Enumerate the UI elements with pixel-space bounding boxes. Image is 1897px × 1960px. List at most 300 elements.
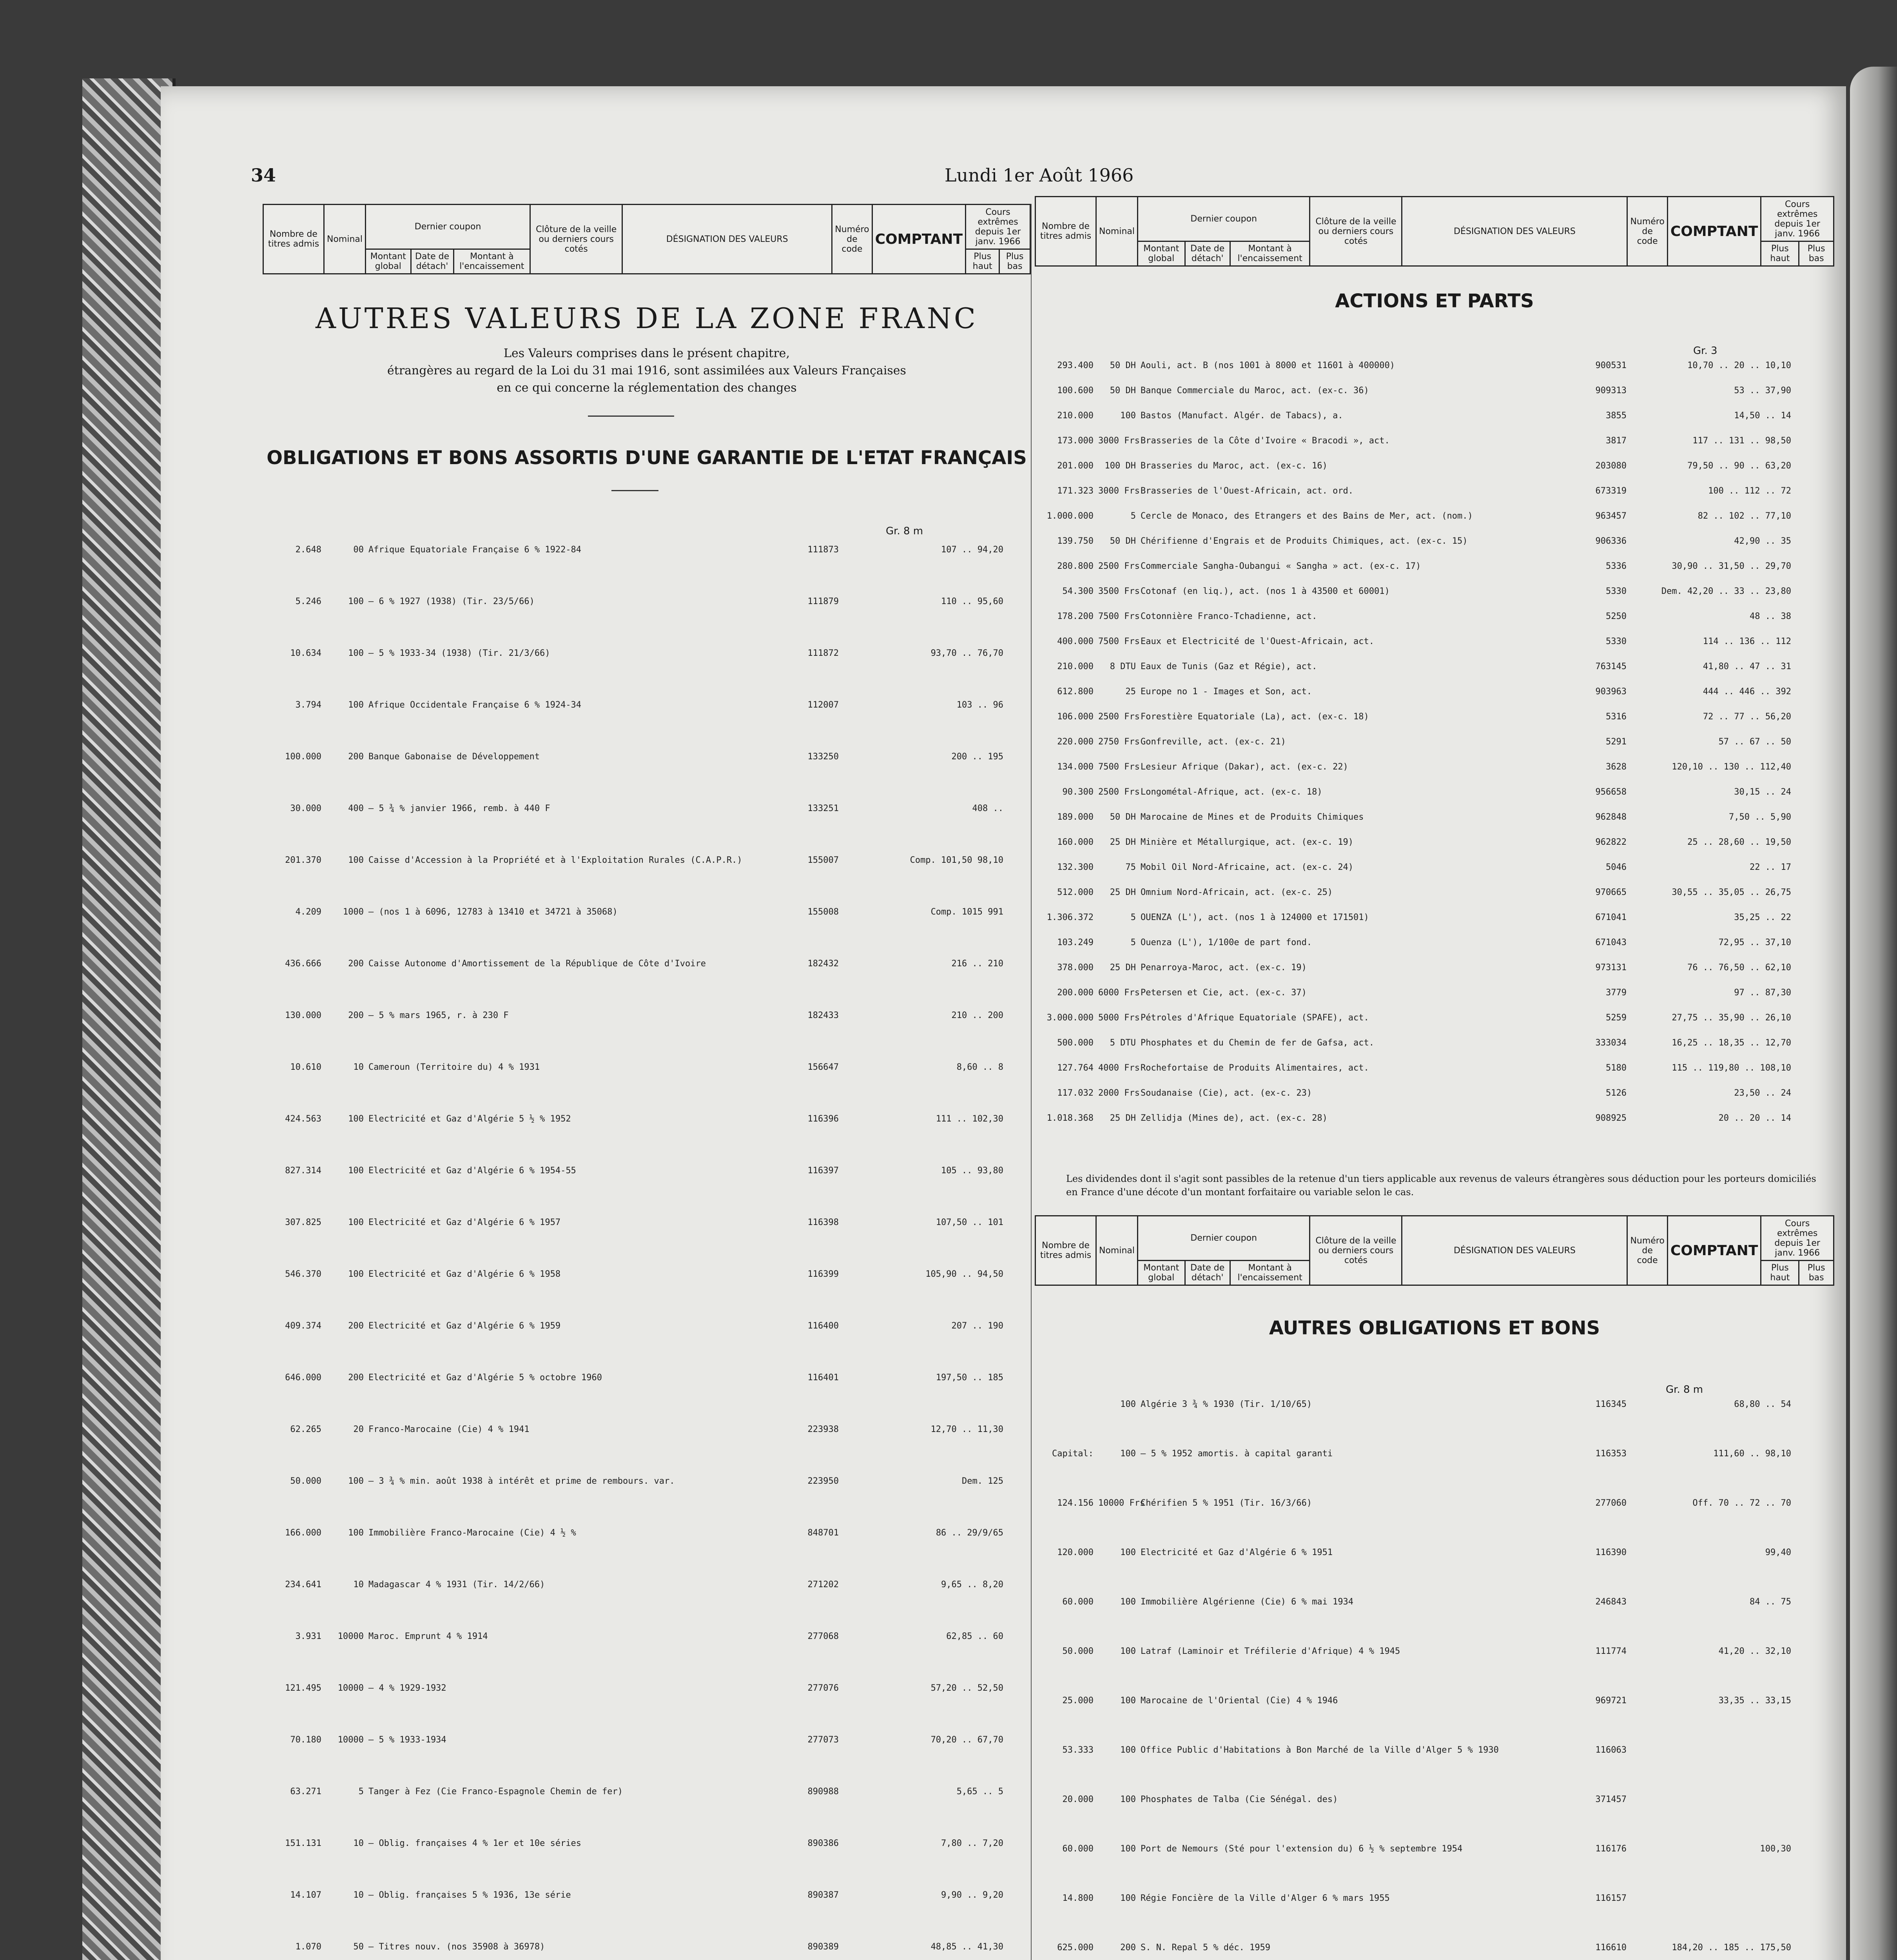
quoted-prices: 72,95 .. 37,10 — [1718, 938, 1791, 947]
quoted-prices: 107 .. 94,20 — [941, 545, 1003, 555]
quoted-prices: Dem. 42,20 .. 33 .. 23,80 — [1661, 586, 1791, 596]
titres-count: 134.000 — [1057, 762, 1094, 772]
security-code: 116390 — [1595, 1548, 1627, 1557]
security-designation: Mobil Oil Nord-Africaine, act. (ex-c. 24) — [1141, 862, 1354, 872]
nominal-value: 5000 Frs — [1098, 1013, 1140, 1023]
security-designation: — 4 % 1929-1932 — [368, 1683, 446, 1693]
security-designation: Phosphates et du Chemin de fer de Gafsa, act. — [1141, 1038, 1375, 1048]
security-code: 5250 — [1606, 612, 1627, 621]
security-designation: S. N. Repal 5 % déc. 1959 — [1141, 1943, 1271, 1953]
listing-row — [1035, 357, 1834, 375]
nominal-value: 200 — [348, 1011, 364, 1020]
nominal-value: 100 — [348, 1528, 364, 1538]
titres-count: 90.300 — [1062, 787, 1094, 797]
quoted-prices: 25 .. 28,60 .. 19,50 — [1687, 837, 1791, 847]
security-code: 3628 — [1606, 762, 1627, 772]
left-column-header — [263, 204, 1031, 274]
security-code: 963457 — [1595, 511, 1627, 521]
security-designation: Gonfreville, act. (ex-c. 21) — [1141, 737, 1286, 747]
security-designation: Marocaine de l'Oriental (Cie) 4 % 1946 — [1141, 1696, 1338, 1706]
group-label: Gr. 3 — [1693, 345, 1717, 357]
security-designation: Penarroya-Maroc, act. (ex-c. 19) — [1141, 963, 1307, 973]
titres-count: 100.600 — [1057, 386, 1094, 396]
nominal-value: 8 DTU — [1110, 662, 1136, 671]
titres-count: 14.107 — [290, 1890, 321, 1900]
nominal-value: 2500 Frs — [1098, 561, 1140, 571]
security-code: 116176 — [1595, 1844, 1627, 1854]
security-designation: Banque Commerciale du Maroc, act. (ex-c. 36) — [1141, 386, 1369, 396]
titres-count: 646.000 — [285, 1373, 321, 1383]
security-designation: Cotonnière Franco-Tchadienne, act. — [1141, 612, 1317, 621]
nominal-value: 25 DH — [1110, 1113, 1136, 1123]
titres-count: 103.249 — [1057, 938, 1094, 947]
quoted-prices: 207 .. 190 — [951, 1321, 1003, 1331]
listing-row — [1035, 934, 1834, 952]
security-code: 223950 — [807, 1476, 839, 1486]
security-code: 5259 — [1606, 1013, 1627, 1023]
quoted-prices: 97 .. 87,30 — [1734, 988, 1791, 998]
listing-row — [263, 1058, 1031, 1076]
quoted-prices: 408 .. — [972, 804, 1003, 813]
dividend-footnote: Les dividendes dont il s'agit sont passibles de la retenue d'un tiers applicable aux revenus de valeurs étrangères sous déduction pour les porteurs domiciliés en France d'une décote d'un montant forfaitaire ou variable selon le cas. — [1066, 1173, 1816, 1198]
page-number: 34 — [251, 165, 276, 186]
titres-count: 50.000 — [1062, 1646, 1094, 1656]
security-code: 962822 — [1595, 837, 1627, 847]
nominal-value: 10 — [353, 1580, 364, 1590]
titres-count: 132.300 — [1057, 862, 1094, 872]
listing-row — [1035, 1396, 1834, 1414]
col-comptant: COMPTANT — [1667, 1216, 1761, 1285]
security-designation: Caisse d'Accession à la Propriété et à l'Exploitation Rurales (C.A.P.R.) — [368, 855, 742, 865]
security-code: 5180 — [1606, 1063, 1627, 1073]
quoted-prices: 41,80 .. 47 .. 31 — [1703, 662, 1791, 671]
listing-row — [1035, 382, 1834, 400]
quoted-prices: 27,75 .. 35,90 .. 26,10 — [1672, 1013, 1791, 1023]
col-nominal: Nominal — [1096, 197, 1138, 266]
quoted-prices: 86 .. 29/9/65 — [936, 1528, 1003, 1538]
quoted-prices: 42,90 .. 35 — [1734, 536, 1791, 546]
nominal-value: 100 — [348, 1218, 364, 1227]
col-dernier-coupon: Dernier coupon — [366, 205, 530, 249]
titres-count: 130.000 — [285, 1011, 321, 1020]
next-page-edge — [1850, 67, 1897, 1960]
nominal-value: 100 — [348, 1269, 364, 1279]
listing-row — [263, 644, 1031, 662]
quoted-prices: Comp. 1015 991 — [930, 907, 1003, 917]
listing-row — [1035, 407, 1834, 425]
security-designation: Algérie 3 ¾ % 1930 (Tir. 1/10/65) — [1141, 1399, 1312, 1409]
quoted-prices: 111,60 .. 98,10 — [1713, 1449, 1791, 1459]
security-designation: Electricité et Gaz d'Algérie 6 % 1954-55 — [368, 1166, 576, 1176]
listing-row — [263, 800, 1031, 818]
listing-row — [263, 1317, 1031, 1335]
listing-row — [263, 1524, 1031, 1542]
nominal-value: 400 — [348, 804, 364, 813]
listing-row — [1035, 1791, 1834, 1809]
quoted-prices: 68,80 .. 54 — [1734, 1399, 1791, 1409]
listing-row — [263, 1007, 1031, 1025]
titres-count: 625.000 — [1057, 1943, 1094, 1953]
listing-row — [263, 1886, 1031, 1904]
listing-row — [263, 1265, 1031, 1283]
titres-count: 14.800 — [1062, 1893, 1094, 1903]
security-code: 116063 — [1595, 1745, 1627, 1755]
nominal-value: 100 — [1120, 1548, 1136, 1557]
listing-row — [263, 748, 1031, 766]
listing-row — [263, 851, 1031, 869]
quoted-prices: 120,10 .. 130 .. 112,40 — [1672, 762, 1791, 772]
titres-count: 500.000 — [1057, 1038, 1094, 1048]
col-cloture: Clôture de la veille ou derniers cours cotés — [1310, 1216, 1402, 1285]
col-numero-code: Numéro de code — [1627, 197, 1667, 266]
quoted-prices: 7,50 .. 5,90 — [1729, 812, 1791, 822]
nominal-value: 100 — [1120, 1844, 1136, 1854]
titres-count: 100.000 — [285, 752, 321, 762]
nominal-value: 200 — [348, 959, 364, 969]
security-code: 5046 — [1606, 862, 1627, 872]
security-designation: Electricité et Gaz d'Algérie 5 ½ % 1952 — [368, 1114, 571, 1124]
titres-count: 307.825 — [285, 1218, 321, 1227]
security-code: 116401 — [807, 1373, 839, 1383]
listing-row — [1035, 984, 1834, 1002]
quoted-prices: 35,25 .. 22 — [1734, 913, 1791, 922]
security-code: 116610 — [1595, 1943, 1627, 1953]
nominal-value: 100 — [1120, 1745, 1136, 1755]
nominal-value: 50 — [353, 1942, 364, 1952]
security-code: 903963 — [1595, 687, 1627, 697]
quoted-prices: 48,85 .. 41,30 — [930, 1942, 1003, 1952]
security-designation: Brasseries du Maroc, act. (ex-c. 16) — [1141, 461, 1328, 471]
quoted-prices: 111 .. 102,30 — [936, 1114, 1003, 1124]
quoted-prices: 184,20 .. 185 .. 175,50 — [1672, 1943, 1791, 1953]
listing-row — [1035, 457, 1834, 475]
security-code: 111872 — [807, 648, 839, 658]
security-designation: Eaux de Tunis (Gaz et Régie), act. — [1141, 662, 1317, 671]
security-designation: Forestière Equatoriale (La), act. (ex-c. 18) — [1141, 712, 1369, 722]
nominal-value: 100 — [348, 597, 364, 606]
quoted-prices: 12,70 .. 11,30 — [930, 1425, 1003, 1434]
security-code: 111774 — [1595, 1646, 1627, 1656]
quoted-prices: Comp. 101,50 98,10 — [910, 855, 1003, 865]
nominal-value: 100 — [1120, 1399, 1136, 1409]
quoted-prices: 76 .. 76,50 .. 62,10 — [1687, 963, 1791, 973]
listing-row — [1035, 783, 1834, 801]
listing-row — [1035, 858, 1834, 877]
security-code: 890386 — [807, 1838, 839, 1848]
security-code: 277076 — [807, 1683, 839, 1693]
col-plus-haut: Plus haut — [966, 249, 999, 274]
titres-count: 10.634 — [290, 648, 321, 658]
nominal-value: 2750 Frs — [1098, 737, 1140, 747]
security-code: 133250 — [807, 752, 839, 762]
security-code: 908925 — [1595, 1113, 1627, 1123]
titres-count: 210.000 — [1057, 662, 1094, 671]
security-code: 271202 — [807, 1580, 839, 1590]
security-code: 116397 — [807, 1166, 839, 1176]
col-cloture: Clôture de la veille ou derniers cours cotés — [530, 205, 622, 274]
security-code: 116399 — [807, 1269, 839, 1279]
nominal-value: 200 — [348, 1373, 364, 1383]
titres-count: 139.750 — [1057, 536, 1094, 546]
titres-count: 400.000 — [1057, 637, 1094, 646]
titres-count: 201.000 — [1057, 461, 1094, 471]
titres-count: 63.271 — [290, 1787, 321, 1797]
security-code: 671041 — [1595, 913, 1627, 922]
security-designation: — Oblig. françaises 5 % 1936, 13e série — [368, 1890, 571, 1900]
left-listing — [263, 541, 1031, 1960]
security-code: 900531 — [1595, 361, 1627, 370]
nominal-value: 100 — [348, 1114, 364, 1124]
quoted-prices: 48 .. 38 — [1750, 612, 1791, 621]
security-designation: — (nos 1 à 6096, 12783 à 13410 et 34721 à 35068) — [368, 907, 618, 917]
page-date: Lundi 1er Août 1966 — [945, 165, 1134, 186]
security-code: 848701 — [807, 1528, 839, 1538]
quoted-prices: Off. 70 .. 72 .. 70 — [1692, 1498, 1791, 1508]
security-designation: Office Public d'Habitations à Bon Marché de la Ville d'Alger 5 % 1930 — [1141, 1745, 1499, 1755]
quoted-prices: 107,50 .. 101 — [936, 1218, 1003, 1227]
security-designation: Tanger à Fez (Cie Franco-Espagnole Chemin de fer) — [368, 1787, 623, 1797]
security-designation: — 5 % 1952 amortis. à capital garanti — [1141, 1449, 1333, 1459]
nominal-value: 25 DH — [1110, 837, 1136, 847]
listing-row — [263, 1110, 1031, 1128]
security-code: 970665 — [1595, 887, 1627, 897]
listing-row — [1035, 1009, 1834, 1027]
security-code: 333034 — [1595, 1038, 1627, 1048]
listing-row — [1035, 1593, 1834, 1611]
quoted-prices: 8,60 .. 8 — [956, 1062, 1003, 1072]
security-designation: Chérifienne d'Engrais et de Produits Chimiques, act. (ex-c. 15) — [1141, 536, 1468, 546]
security-code: 763145 — [1595, 662, 1627, 671]
titres-count: 127.764 — [1057, 1063, 1094, 1073]
nominal-value: 50 DH — [1110, 536, 1136, 546]
quoted-prices: 115 .. 119,80 .. 108,10 — [1672, 1063, 1791, 1073]
listing-row — [1035, 683, 1834, 701]
listing-row — [263, 1421, 1031, 1439]
col-montant-encaissement: Montant à l'encaissement — [1230, 1261, 1310, 1285]
titres-count: 3.931 — [295, 1632, 321, 1641]
col-numero-code: Numéro de code — [1627, 1216, 1667, 1285]
left-section-title: OBLIGATIONS ET BONS ASSORTIS D'UNE GARANTIE DE L'ETAT FRANÇAIS — [267, 447, 1027, 469]
listing-row — [1035, 884, 1834, 902]
security-designation: Afrique Equatoriale Française 6 % 1922-84 — [368, 545, 582, 555]
titres-count: 1.018.368 — [1046, 1113, 1094, 1123]
nominal-value: 2500 Frs — [1098, 787, 1140, 797]
titres-count: 189.000 — [1057, 812, 1094, 822]
quoted-prices: 7,80 .. 7,20 — [941, 1838, 1003, 1848]
listing-row — [1035, 708, 1834, 726]
listing-row — [263, 696, 1031, 714]
nominal-value: 50 DH — [1110, 361, 1136, 370]
listing-row — [1035, 1059, 1834, 1077]
titres-count: 30.000 — [290, 804, 321, 813]
security-designation: Soudanaise (Cie), act. (ex-c. 23) — [1141, 1088, 1312, 1098]
nominal-value: 100 — [348, 1166, 364, 1176]
col-designation: DÉSIGNATION DES VALEURS — [1402, 197, 1627, 266]
nominal-value: 00 — [353, 545, 364, 555]
col-comptant: COMPTANT — [872, 205, 966, 274]
quoted-prices: 444 .. 446 .. 392 — [1703, 687, 1791, 697]
titres-count: 280.800 — [1057, 561, 1094, 571]
subtitle-line: en ce qui concerne la réglementation des changes — [497, 381, 797, 395]
titres-count: 234.641 — [285, 1580, 321, 1590]
security-code: 112007 — [807, 700, 839, 710]
security-designation: — Titres nouv. (nos 35908 à 36978) — [368, 1942, 545, 1952]
listing-row — [263, 955, 1031, 973]
nominal-value: 6000 Frs — [1098, 988, 1140, 998]
security-code: 371457 — [1595, 1795, 1627, 1804]
quoted-prices: 62,85 .. 60 — [946, 1632, 1003, 1641]
nominal-value: 200 — [1120, 1943, 1136, 1953]
security-code: 890988 — [807, 1787, 839, 1797]
nominal-value: 50 DH — [1110, 386, 1136, 396]
titres-count: 62.265 — [290, 1425, 321, 1434]
nominal-value: 100 — [1120, 1449, 1136, 1459]
security-designation: — 5 % 1933-1934 — [368, 1735, 446, 1745]
titres-count: 424.563 — [285, 1114, 321, 1124]
security-designation: Lesieur Afrique (Dakar), act. (ex-c. 22) — [1141, 762, 1348, 772]
listing-row — [1035, 658, 1834, 676]
listing-row — [1035, 733, 1834, 751]
col-date-detach: Date de détach' — [1185, 241, 1230, 266]
security-code: 3855 — [1606, 411, 1627, 421]
quoted-prices: 200 .. 195 — [951, 752, 1003, 762]
divider — [611, 490, 658, 491]
titres-count: 1.000.000 — [1046, 511, 1094, 521]
security-code: 116398 — [807, 1218, 839, 1227]
listing-row — [263, 1938, 1031, 1956]
col-plus-bas: Plus bas — [999, 249, 1030, 274]
nominal-value: 5 — [1130, 938, 1136, 947]
listing-row — [1035, 1939, 1834, 1957]
quoted-prices: 100 .. 112 .. 72 — [1708, 486, 1791, 496]
page-header — [251, 165, 1842, 188]
security-code: 182433 — [807, 1011, 839, 1020]
listing-row — [1035, 1034, 1834, 1052]
nominal-value: 200 — [348, 1321, 364, 1331]
subtitle-line: étrangères au regard de la Loi du 31 mai 1916, sont assimilées aux Valeurs Françaises — [387, 364, 906, 377]
nominal-value: 5 — [1130, 913, 1136, 922]
security-code: 277068 — [807, 1632, 839, 1641]
col-montant-encaissement: Montant à l'encaissement — [453, 249, 530, 274]
nominal-value: 10 — [353, 1890, 364, 1900]
col-plus-bas: Plus bas — [1799, 1261, 1834, 1285]
nominal-value: 200 — [348, 752, 364, 762]
security-code: 956658 — [1595, 787, 1627, 797]
listing-row — [1035, 1445, 1834, 1463]
security-code: 111879 — [807, 597, 839, 606]
listing-row — [263, 1369, 1031, 1387]
quoted-prices: 99,40 — [1765, 1548, 1791, 1557]
listing-row — [263, 541, 1031, 559]
quoted-prices: 57 .. 67 .. 50 — [1718, 737, 1791, 747]
titres-count: 200.000 — [1057, 988, 1094, 998]
nominal-value: 10 — [353, 1838, 364, 1848]
security-designation: Immobilière Franco-Marocaine (Cie) 4 ½ % — [368, 1528, 576, 1538]
quoted-prices: 117 .. 131 .. 98,50 — [1692, 436, 1791, 446]
security-designation: Brasseries de la Côte d'Ivoire « Bracodi », act. — [1141, 436, 1390, 446]
col-dernier-coupon: Dernier coupon — [1138, 1216, 1310, 1261]
nominal-value: 100 — [348, 855, 364, 865]
nominal-value: 100 — [1120, 1646, 1136, 1656]
titres-count: 5.246 — [295, 597, 321, 606]
quoted-prices: 110 .. 95,60 — [941, 597, 1003, 606]
quoted-prices: 9,65 .. 8,20 — [941, 1580, 1003, 1590]
security-code: 116345 — [1595, 1399, 1627, 1409]
group-label: Gr. 8 m — [886, 525, 923, 537]
titres-count: 121.495 — [285, 1683, 321, 1693]
quoted-prices: 197,50 .. 185 — [936, 1373, 1003, 1383]
nominal-value: 100 — [1120, 1597, 1136, 1607]
quoted-prices: 79,50 .. 90 .. 63,20 — [1687, 461, 1791, 471]
security-code: 5330 — [1606, 586, 1627, 596]
nominal-value: 100 — [1120, 1696, 1136, 1706]
nominal-value: 2000 Frs — [1098, 1088, 1140, 1098]
quoted-prices: 9,90 .. 9,20 — [941, 1890, 1003, 1900]
listing-row — [1035, 1741, 1834, 1759]
nominal-value: 75 — [1125, 862, 1136, 872]
titres-count: 220.000 — [1057, 737, 1094, 747]
security-code: 116157 — [1595, 1893, 1627, 1903]
quoted-prices: 57,20 .. 52,50 — [930, 1683, 1003, 1693]
listing-row — [1035, 432, 1834, 450]
titres-count: 436.666 — [285, 959, 321, 969]
listing-row — [1035, 959, 1834, 977]
listing-row — [1035, 808, 1834, 826]
security-code: 5336 — [1606, 561, 1627, 571]
security-designation: Afrique Occidentale Française 6 % 1924-34 — [368, 700, 582, 710]
listing-row — [1035, 1544, 1834, 1562]
listing-row — [1035, 532, 1834, 550]
col-nominal: Nominal — [1096, 1216, 1138, 1285]
titres-count: 1.070 — [295, 1942, 321, 1952]
nominal-value: 7500 Frs — [1098, 612, 1140, 621]
listing-row — [263, 903, 1031, 921]
security-designation: Phosphates de Talba (Cie Sénégal. des) — [1141, 1795, 1338, 1804]
titres-count: Capital: — [1052, 1449, 1094, 1459]
listing-row — [1035, 1109, 1834, 1127]
security-designation: Eaux et Electricité de l'Ouest-Africain, act. — [1141, 637, 1375, 646]
quoted-prices — [1627, 1791, 1791, 1809]
group-label: Gr. 8 m — [1666, 1384, 1703, 1396]
security-code: 155007 — [807, 855, 839, 865]
security-designation: Petersen et Cie, act. (ex-c. 37) — [1141, 988, 1307, 998]
nominal-value: 100 — [1120, 1893, 1136, 1903]
security-code: 890389 — [807, 1942, 839, 1952]
security-designation: Cotonaf (en liq.), act. (nos 1 à 43500 et 60001) — [1141, 586, 1390, 596]
titres-count: 60.000 — [1062, 1597, 1094, 1607]
security-designation: Caisse Autonome d'Amortissement de la République de Côte d'Ivoire — [368, 959, 706, 969]
security-code: 5291 — [1606, 737, 1627, 747]
quoted-prices: 105 .. 93,80 — [941, 1166, 1003, 1176]
titres-count: 378.000 — [1057, 963, 1094, 973]
quoted-prices: 82 .. 102 .. 77,10 — [1698, 511, 1791, 521]
security-code: 156647 — [807, 1062, 839, 1072]
security-code: 223938 — [807, 1425, 839, 1434]
security-code: 277073 — [807, 1735, 839, 1745]
titres-count: 178.200 — [1057, 612, 1094, 621]
titres-count: 70.180 — [290, 1735, 321, 1745]
nominal-value: 1000 — [343, 907, 364, 917]
quoted-prices — [1627, 1741, 1791, 1759]
security-designation: Electricité et Gaz d'Algérie 6 % 1951 — [1141, 1548, 1333, 1557]
titres-count: 10.610 — [290, 1062, 321, 1072]
listing-row — [1035, 1494, 1834, 1512]
subtitle-line: Les Valeurs comprises dans le présent chapitre, — [504, 347, 790, 360]
security-code: 962848 — [1595, 812, 1627, 822]
listing-row — [1035, 1084, 1834, 1102]
nominal-value: 50 DH — [1110, 812, 1136, 822]
nominal-value: 100 — [1120, 1795, 1136, 1804]
